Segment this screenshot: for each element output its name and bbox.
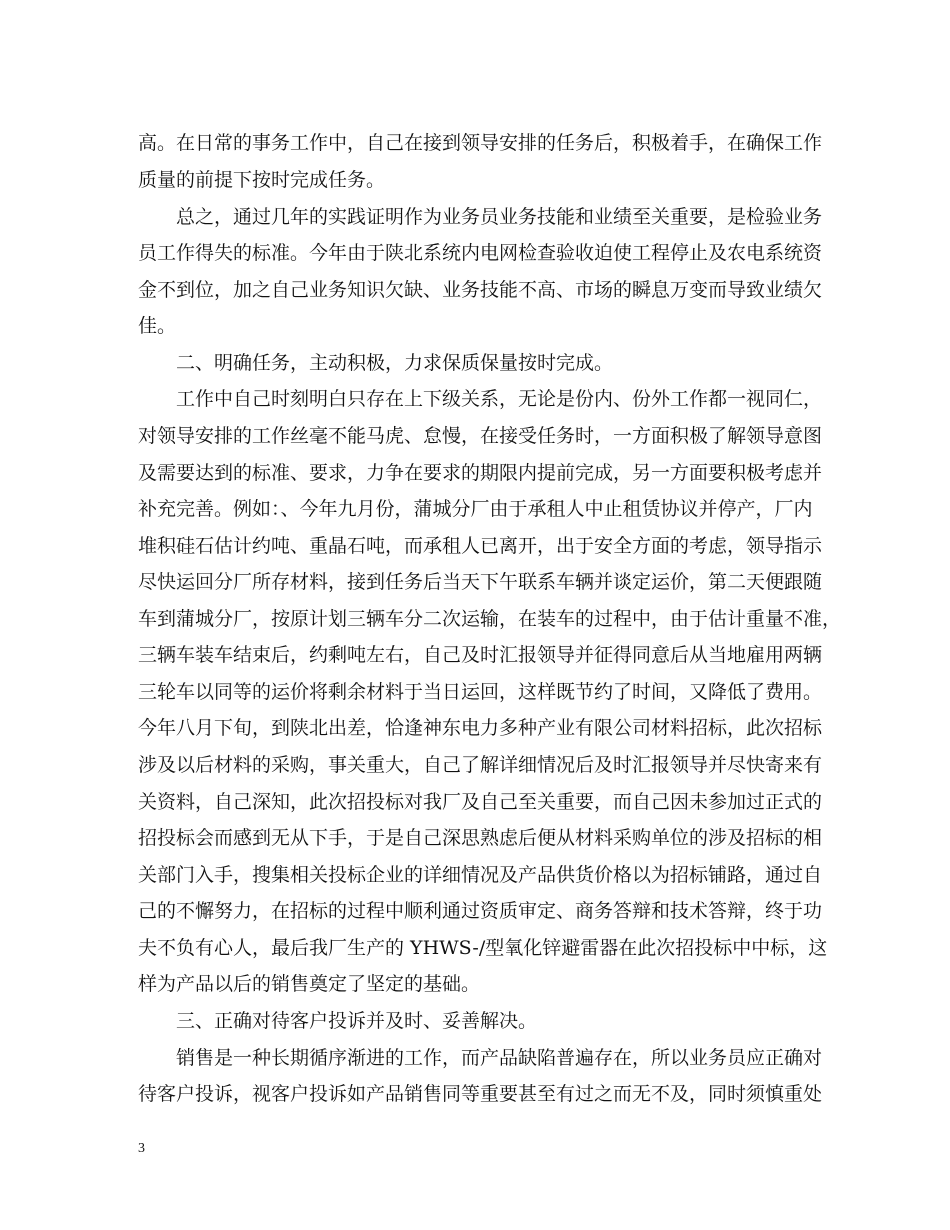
text-line: 关部门入手，搜集相关投标企业的详细情况及产品供货价格以为招标铺路，通过自 [138,864,823,886]
text-line: 质量的前提下按时完成任务。 [138,169,386,191]
paragraph-start-line: 总之，通过几年的实践证明作为业务员业务技能和业绩至关重要，是检验业务 [176,206,823,228]
text-line: 尽快运回分厂所存材料，接到任务后当天下午联系车辆并谈定运价，第二天便跟随 [138,571,823,593]
text-line: 样为产品以后的销售奠定了坚定的基础。 [138,973,481,995]
text-line: 今年八月下旬，到陕北出差，恰逢神东电力多种产业有限公司材料招标，此次招标 [138,717,823,739]
text-line: 及需要达到的标准、要求，力争在要求的期限内提前完成，另一方面要积极考虑并 [138,462,823,484]
text-line: 夫不负有心人，最后我厂生产的 YHWS-/型氧化锌避雷器在此次招投标中中标，这 [138,937,828,959]
paragraph-start-line: 工作中自己时刻明白只存在上下级关系，无论是份内、份外工作都一视同仁， [176,388,823,410]
text-line: 己的不懈努力，在招标的过程中顺利通过资质审定、商务答辩和技术答辩，终于功 [138,900,823,922]
section-heading: 二、明确任务，主动积极，力求保质保量按时完成。 [176,352,614,374]
text-line: 金不到位，加之自己业务知识欠缺、业务技能不高、市场的瞬息万变而导致业绩欠 [138,279,823,301]
text-line: 佳。 [138,315,177,337]
text-line: 待客户投诉，视客户投诉如产品销售同等重要甚至有过之而无不及，同时须慎重处 [138,1083,823,1105]
text-line: 高。在日常的事务工作中，自己在接到领导安排的任务后，积极着手，在确保工作 [138,132,823,154]
text-line: 车到蒲城分厂，按原计划三辆车分二次运输，在装车的过程中，由于估计重量不准， [138,608,842,630]
text-line: 堆积硅石估计约吨、重晶石吨，而承租人已离开，出于安全方面的考虑，领导指示 [138,535,823,557]
text-line: 涉及以后材料的采购，事关重大，自己了解详细情况后及时汇报领导并尽快寄来有 [138,754,823,776]
paragraph-start-line: 销售是一种长期循序渐进的工作，而产品缺陷普遍存在，所以业务员应正确对 [176,1047,823,1069]
page-number: 3 [138,1141,145,1156]
text-line: 三辆车装车结束后，约剩吨左右，自己及时汇报领导并征得同意后从当地雇用两辆 [138,644,823,666]
section-heading: 三、正确对待客户投诉并及时、妥善解决。 [176,1010,538,1032]
text-line: 员工作得失的标准。今年由于陕北系统内电网检查验收迫使工程停止及农电系统资 [138,242,823,264]
text-line: 补充完善。例如：、今年九月份，蒲城分厂由于承租人中止租赁协议并停产，厂内 [138,498,813,520]
text-line: 三轮车以同等的运价将剩余材料于当日运回，这样既节约了时间，又降低了费用。 [138,681,823,703]
text-line: 招投标会而感到无从下手，于是自己深思熟虑后便从材料采购单位的涉及招标的相 [138,827,823,849]
text-line: 关资料，自己深知，此次招投标对我厂及自己至关重要，而自己因未参加过正式的 [138,791,823,813]
text-line: 对领导安排的工作丝毫不能马虎、怠慢，在接受任务时，一方面积极了解领导意图 [138,425,823,447]
